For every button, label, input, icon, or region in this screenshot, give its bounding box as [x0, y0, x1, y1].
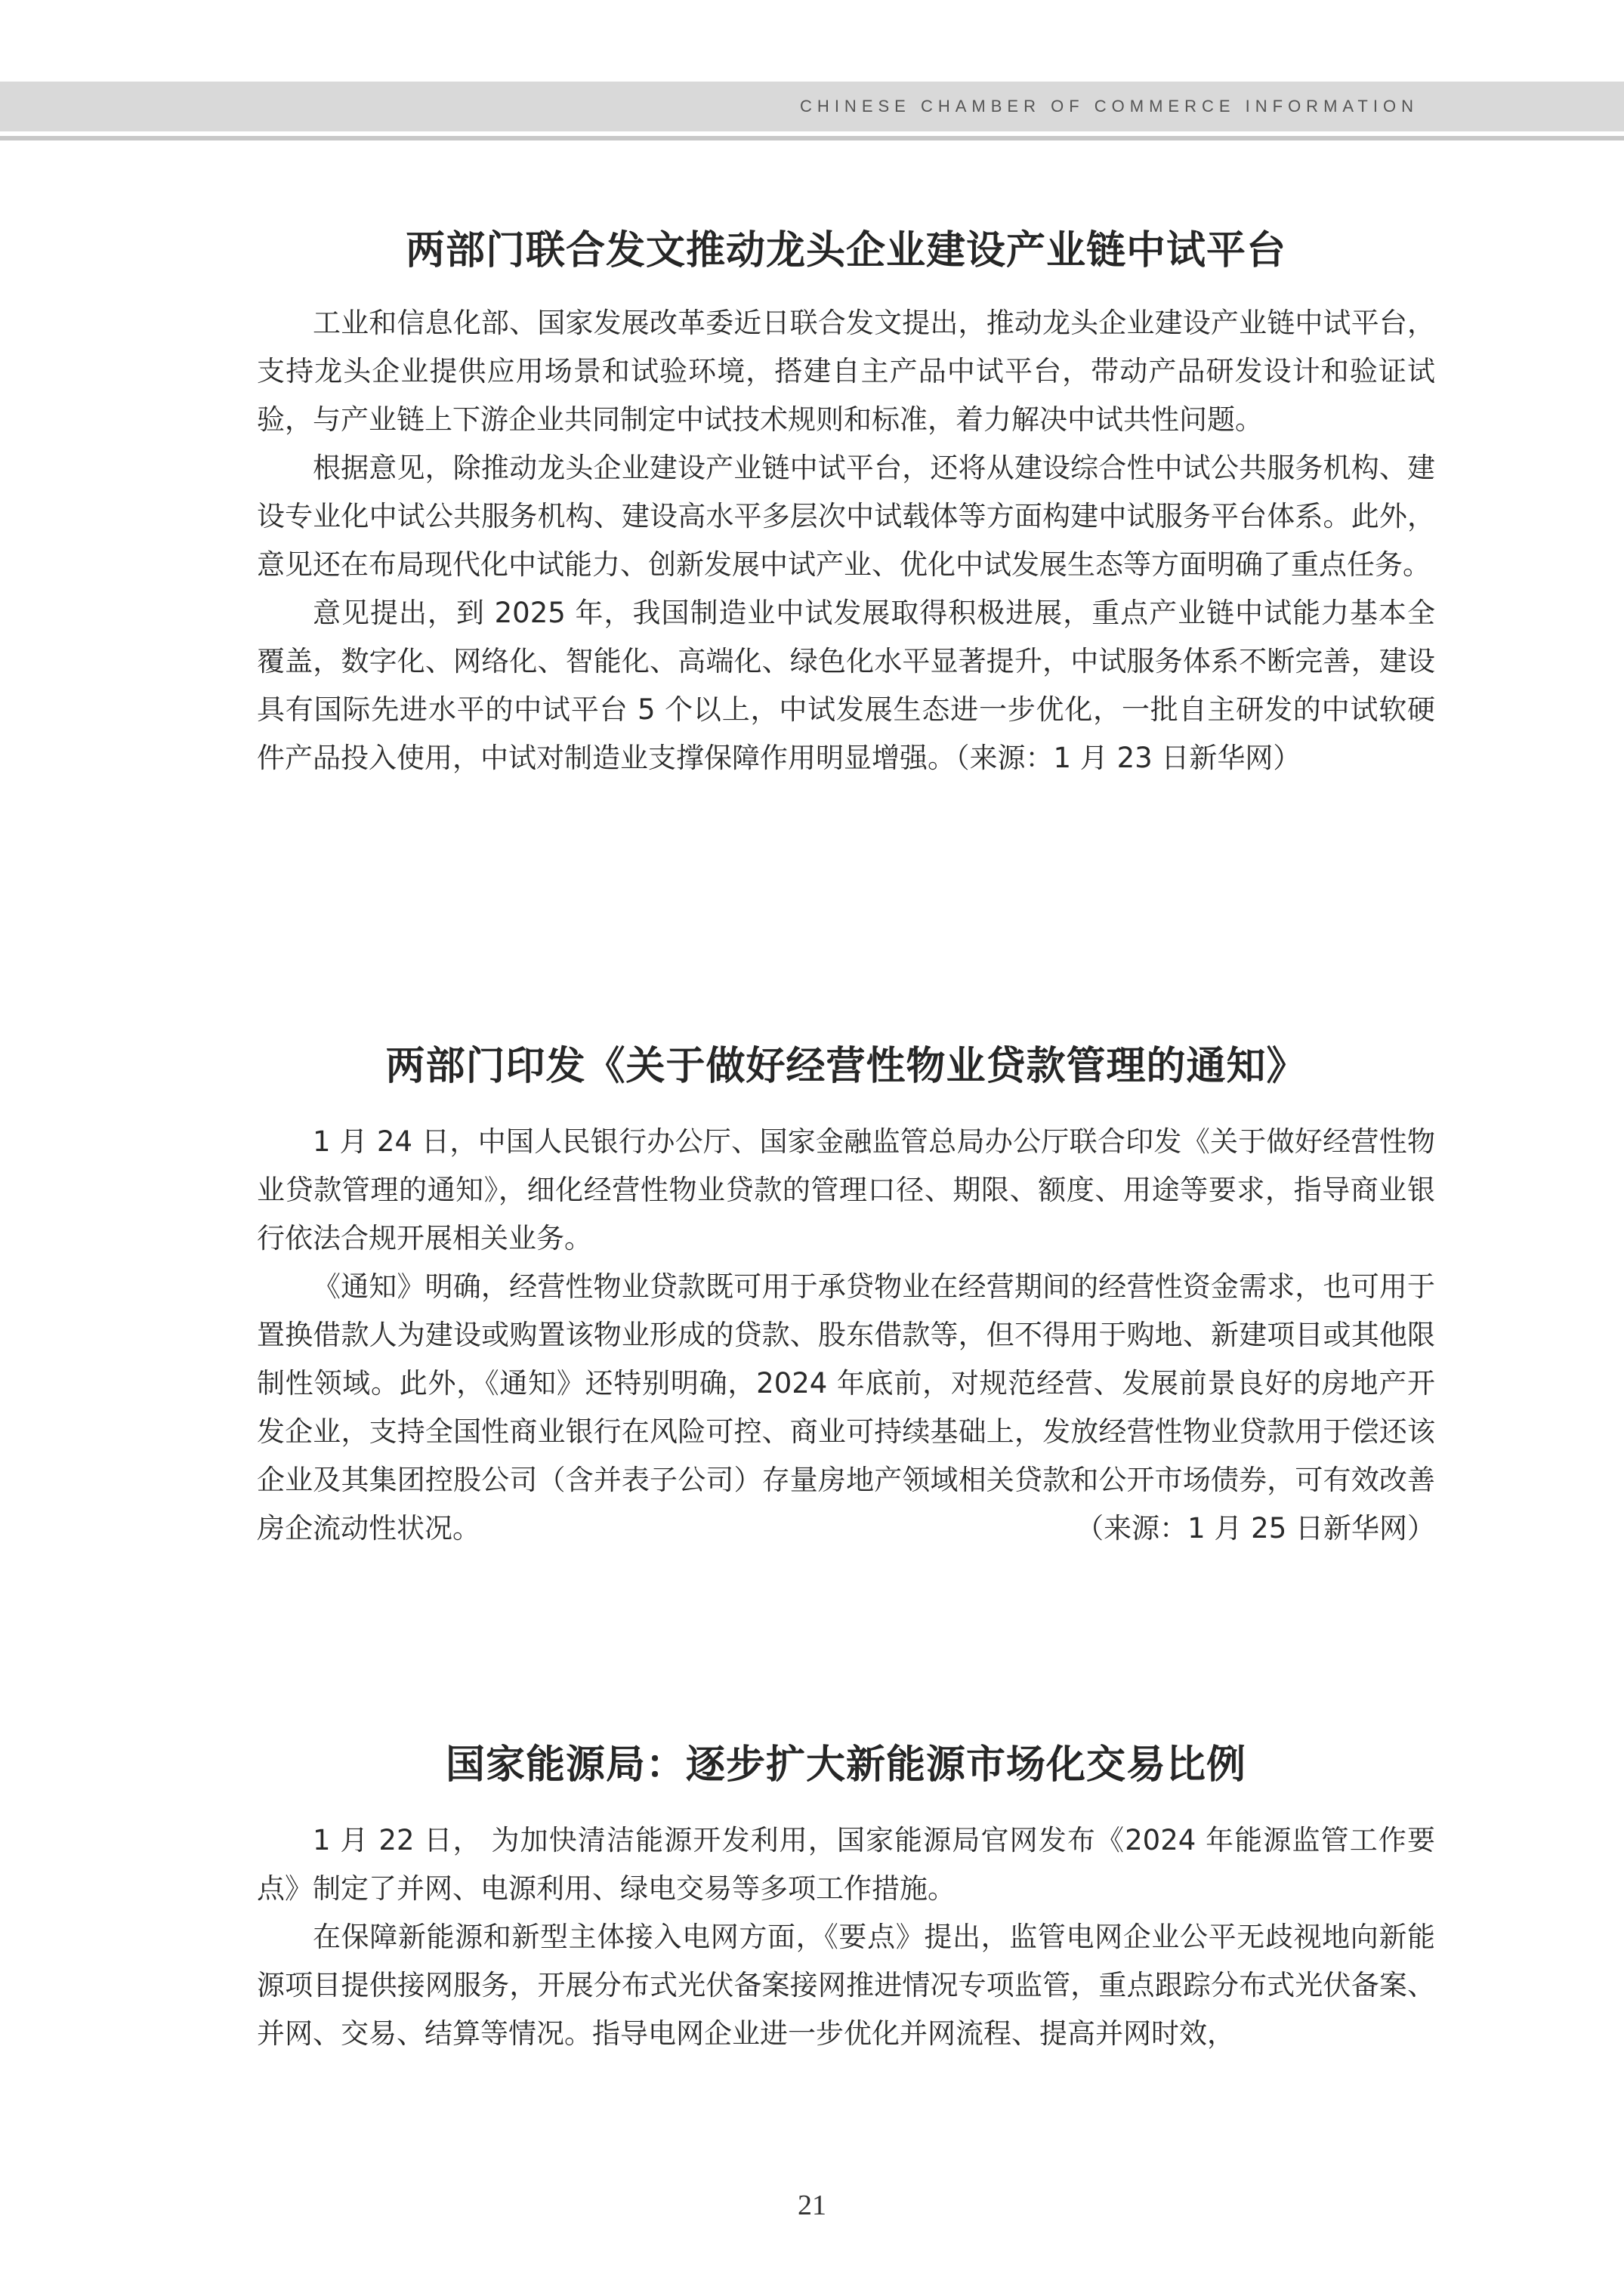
article-property-loan-notice [257, 1035, 1435, 1553]
article-paragraph: 工业和信息化部、国家发展改革委近日联合发文提出，推动龙头企业建设产业链中试平台，支持龙头企业提供应用场景和试验环境，搭建自主产品中试平台，带动产品研发设计和验证试验，与产业链上下游企业共同制定中试技术规则和标准，着力解决中试共性问题。 [257, 307, 1435, 436]
publication-name: CHINESE CHAMBER OF COMMERCE INFORMATION [800, 97, 1419, 116]
article-source: （来源：1 月 23 日新华网） [956, 742, 1301, 774]
article-paragraph: 根据意见，除推动龙头企业建设产业链中试平台，还将从建设综合性中试公共服务机构、建设专业化中试公共服务机构、建设高水平多层次中试载体等方面构建中试服务平台体系。此外，意见还在布局现代化中试能力、创新发展中试产业、优化中试发展生态等方面明确了重点任务。 [257, 452, 1435, 581]
article-paragraph [257, 1263, 1435, 1553]
article-paragraph: 在保障新能源和新型主体接入电网方面，《要点》提出，监管电网企业公平无歧视地向新能源项目提供接网服务，开展分布式光伏备案接网推进情况专项监管，重点跟踪分布式光伏备案、并网、交易、结算等情况。指导电网企业进一步优化并网流程、提高并网时效， [257, 1921, 1435, 2050]
article-title: 两部门印发《关于做好经营性物业贷款管理的通知》 [385, 1044, 1307, 1089]
paragraph-text: 意见提出，到 2025 年，我国制造业中试发展取得积极进展，重点产业链中试能力基本全覆盖，数字化、网络化、智能化、高端化、绿色化水平显著提升，中试服务体系不断完善，建设具有国际先进水平的中试平台 5 个以上，中试发展生态进一步优化，一批自主研发的中试软硬件产品投入使用，中试对制造业支撑保障作用明显增强。 [257, 597, 1435, 774]
article-new-energy-trading [257, 1733, 1435, 2058]
header-divider [0, 136, 1624, 140]
article-source: （来源：1 月 25 日新华网） [1076, 1512, 1435, 1545]
article-title: 国家能源局：逐步扩大新能源市场化交易比例 [445, 1742, 1246, 1788]
page-number: 21 [798, 2190, 826, 2221]
paragraph-text: 《通知》明确，经营性物业贷款既可用于承贷物业在经营期间的经营性资金需求，也可用于置换借款人为建设或购置该物业形成的贷款、股东借款等，但不得用于购地、新建项目或其他限制性领域。此外，《通知》还特别明确，2024 年底前，对规范经营、发展前景良好的房地产开发企业，支持全国性商业银行在风险可控、商业可持续基础上，发放经营性物业贷款用于偿还该企业及其集团控股公司（含并表子公司）存量房地产领域相关贷款和公开市场债券，可有效改善房企流动性状况。 [257, 1270, 1435, 1545]
article-paragraph: 1 月 22 日， 为加快清洁能源开发利用，国家能源局官网发布《2024 年能源监管工作要点》制定了并网、电源利用、绿电交易等多项工作措施。 [257, 1824, 1435, 1905]
article-title: 两部门联合发文推动龙头企业建设产业链中试平台 [405, 228, 1286, 273]
article-paragraph [257, 589, 1435, 782]
article-paragraph: 1 月 24 日，中国人民银行办公厅、国家金融监管总局办公厅联合印发《关于做好经营性物业贷款管理的通知》，细化经营性物业贷款的管理口径、期限、额度、用途等要求，指导商业银行依法合规开展相关业务。 [257, 1125, 1435, 1255]
article-industry-pilot-platform [257, 219, 1435, 782]
